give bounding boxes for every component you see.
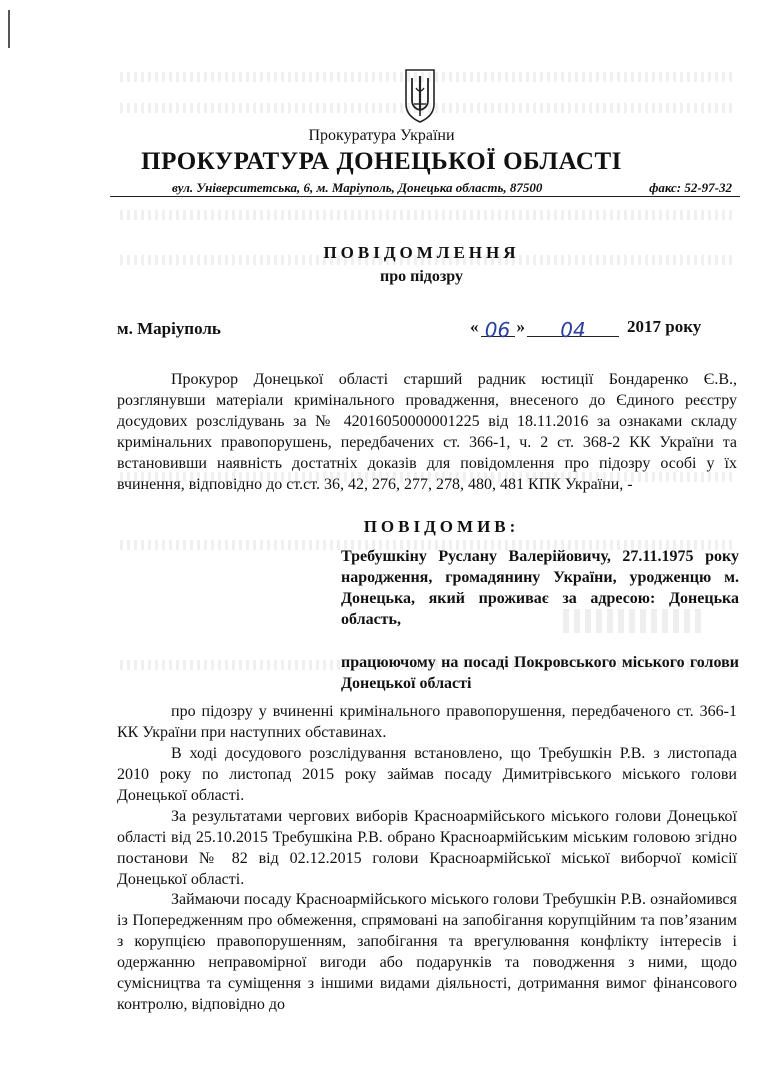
redacted-address [563,609,703,633]
suspect-details: Требушкіну Руслану Валерійовичу, 27.11.1975 року народження, громадянину України, уродженцю м. Донецька, який проживає за адресою: Донецька область, [341,548,739,628]
date-year: 2017 року [627,317,702,336]
date-day-field [481,318,515,342]
binder-hole-mark [8,10,10,48]
paragraph-2: В ході досудового розслідування встановлено, що Требушкін Р.В. з листопада 2010 року по листопад 2015 року займав посаду Димитрівського міського голови Донецької області. [117,745,737,804]
date-month: 04 [560,318,586,342]
document-date: « 06 » 04 2017 року [470,317,702,342]
org-address: вул. Університетська, 6, м. Маріуполь, Донецька область, 87500 [172,180,543,195]
address-row [172,180,732,196]
header-divider [110,196,740,197]
org-fax: факс: 52-97-32 [649,180,732,195]
bleed-through [120,210,735,220]
document-subtitle: про підозру [380,268,463,285]
paragraph-1: про підозру у вчиненні кримінального правопорушення, передбаченого ст. 366-1 КК України при наступних обставинах. [117,703,737,741]
document-title: ПОВІДОМЛЕННЯ [323,243,520,262]
document-place: м. Маріуполь [117,319,221,338]
intro-paragraph: Прокурор Донецької області старший радник юстиції Бондаренко Є.В., розглянувши матеріали кримінального провадження, внесеного до Єдиного реєстру досудових розслідувань за № 42016050000001225 від 18.11.2016 за ознаками складу кримінальних правопорушень, передбачених ст. 366-1, ч. 2 ст. 368-2 КК України та встановивши наявність достатніх доказів для повідомлення про підозру особі у їх вчинення, відповідно до ст.ст. 36, 42, 276, 277, 278, 480, 481 КПК України, - [117,371,737,493]
suspect-position: працюючому на посаді Покровського міського голови Донецької області [341,654,739,692]
notified-heading: ПОВІДОМИВ: [363,517,520,536]
date-month-field [527,318,619,342]
date-day: 06 [484,318,511,342]
paragraph-4: Займаючи посаду Красноармійського міського голови Требушкін Р.В. ознайомився із Попередженням про обмеження, спрямовані на запобігання корупційним та пов’язаним з корупцією правопорушенням, запобігання та врегулювання конфлікту інтересів і одержанню неправомірної вигоди або подарунків та поводження з ними, щодо сумісництва та суміщення з іншими видами діяльності, дотримання вимог фінансового контролю, відповідно до [117,891,737,1013]
org-parent-name: Прокуратура України [308,127,455,144]
org-title: ПРОКУРАТУРА ДОНЕЦЬКОЇ ОБЛАСТІ [141,148,622,175]
paragraph-3: За результатами чергових виборів Красноармійського міського голови Донецької області від 25.10.2015 Требушкіна Р.В. обрано Красноармійським міським головою згідно постанови № 82 від 02.12.2015 голови Красноармійської міської виборчої комісії Донецької області. [117,808,737,888]
trident-emblem-icon [402,66,438,124]
